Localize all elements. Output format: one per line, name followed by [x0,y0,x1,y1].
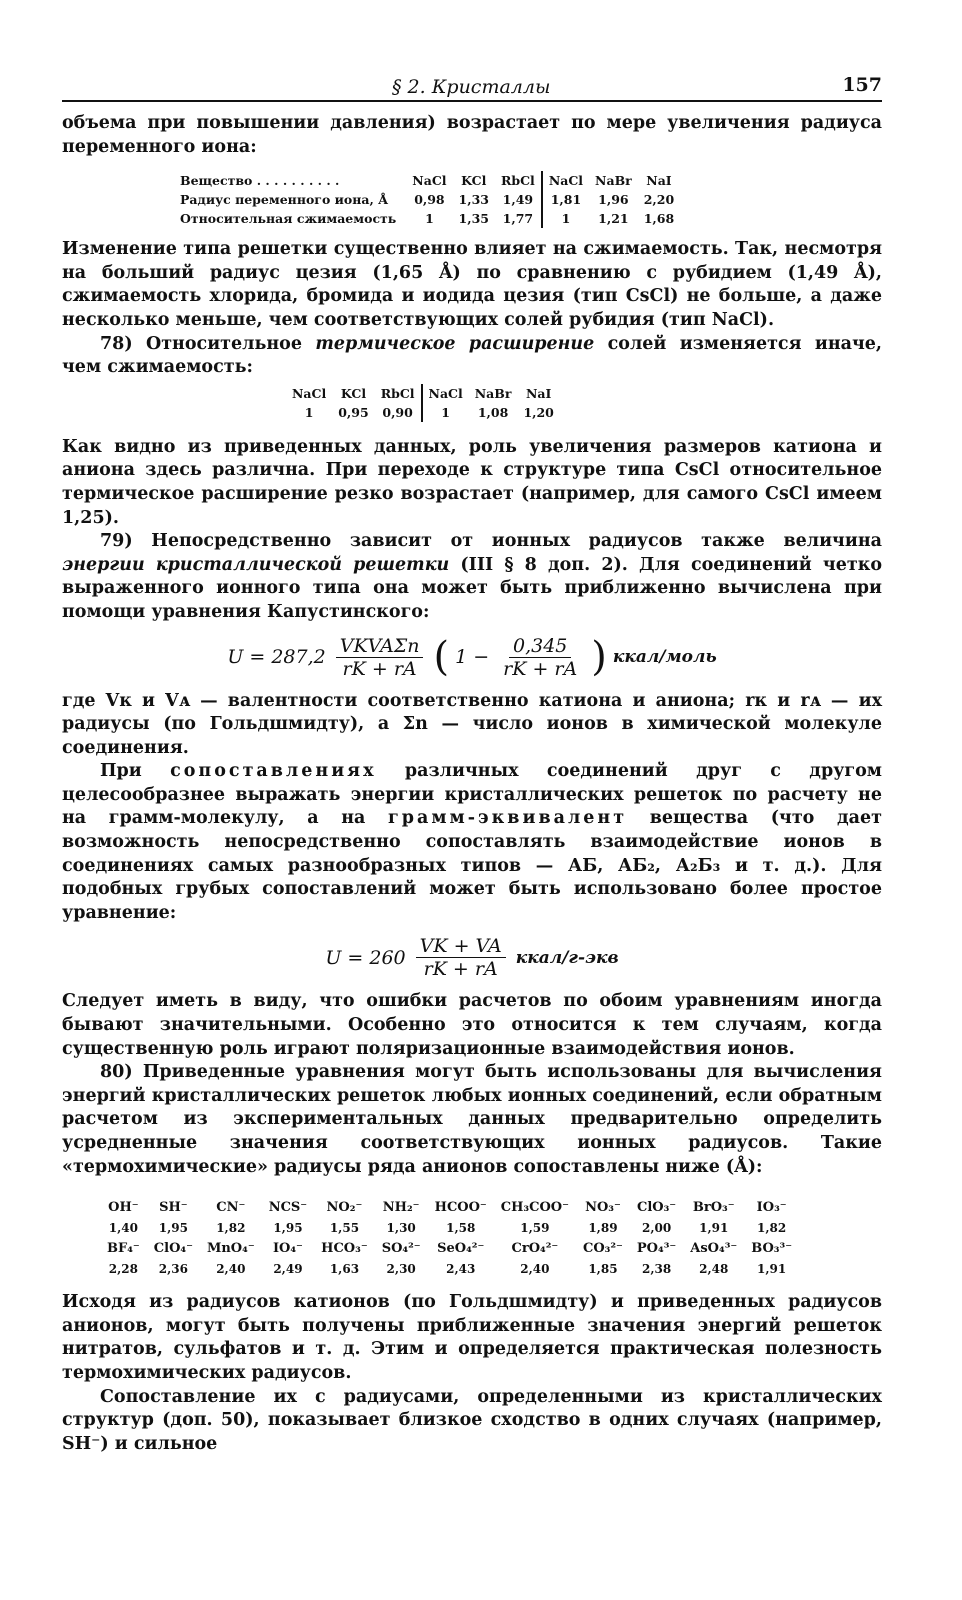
cell: NaBr [595,173,632,189]
paragraph-10: Исходя из радиусов катионов (по Гольдшмидту) и приведенных радиусов анионов, могут быть получены приближенные значения энергий решеток нитратов, сульфатов и т. д. Этим и определяется практическая полезность термохимических радиусов. [62,1292,882,1383]
ion: ClO₄⁻ [153,1241,193,1257]
radius: 2,30 [386,1262,416,1277]
row-label: Радиус переменного иона, Å [180,192,388,208]
radius: 1,82 [216,1221,246,1236]
ion: CO₃²⁻ [582,1241,623,1257]
cell: 1,68 [643,211,675,227]
ion: AsO₄³⁻ [690,1241,738,1257]
fraction [499,635,581,680]
ion: BrO₃⁻ [692,1200,735,1216]
fraction [416,935,506,980]
cell: 1,35 [458,211,489,227]
cell: KCl [340,385,367,401]
radius: 1,82 [757,1221,787,1236]
spaced-term: сопоставлениях [170,761,377,782]
cell: 2,20 [643,192,675,208]
radius: 1,85 [588,1262,618,1277]
radius: 2,40 [216,1262,246,1277]
page [62,70,882,1456]
left-paren: ( [433,634,450,680]
page-number: 157 [842,74,882,96]
cell: 0,98 [414,192,445,208]
paragraph-1: объема при повышении давления) возрастает по мере увеличения радиуса переменного иона: [62,113,882,157]
radius: 2,48 [699,1262,729,1277]
cell: 1,49 [502,192,534,208]
paragraph-8: Следует иметь в виду, что ошибки расчетов по обоим уравнениям иногда бывают значительными. Особенно это относится к тем случаям, когда существенную роль играют поляризационные взаимодействия ионов. [62,991,882,1059]
ion-row [100,1238,799,1259]
cell: 0,95 [338,404,369,420]
radius-row [100,1218,799,1238]
table-row [286,384,560,403]
radius: 2,00 [641,1221,672,1236]
ion: CN⁻ [216,1200,246,1216]
term-lattice-energy: энергии кристаллической решетки [62,554,450,575]
term-thermal-expansion: термическое расширение [315,333,595,354]
radius: 1,63 [329,1262,360,1277]
paragraph-6: где Vк и Vᴀ — валентности соответственно катиона и аниона; rк и rᴀ — их радиусы (по Гольдшмидту), а Σn — число ионов в химической молекуле соединения. [62,690,882,758]
item-number: 79) [100,531,133,552]
simple-equation [62,935,882,980]
cell: 1,96 [598,192,629,208]
radius: 1,30 [386,1221,416,1236]
radius: 1,95 [158,1221,188,1236]
radius: 2,28 [108,1262,138,1277]
cell: 1,77 [502,211,534,227]
text-run: различных соединений друг с другом целесообразнее выражать энергии кристаллических решеток по расчету не на грамм-молекулу, а на [62,761,882,829]
cell: 1 [422,403,469,422]
table-row [180,190,680,209]
table-row [286,403,560,422]
right-paren: ) [591,634,607,680]
numerator: VK + VA [416,935,506,958]
ion: PO₄³⁻ [636,1241,677,1257]
cell: 1,08 [477,404,509,420]
spaced-term: грамм-эквивалент [388,808,628,829]
radius: 1,95 [273,1221,303,1236]
formula-unit: ккал/моль [612,647,717,667]
paragraph-79 [62,530,882,624]
cell: 1 [542,209,589,228]
paragraph-2: Изменение типа решетки существенно влияет на сжимаемость. Так, несмотря на больший радиус цезия (1,65 Å) по сравнению с рубидием (1,49 Å), сжимаемость хлорида, бромида и иодида цезия (тип CsCl) не больше, а даже несколько меньше, чем соответствующих солей рубидия (тип NaCl). [62,239,882,330]
paragraph-4: Как видно из приведенных данных, роль увеличения размеров катиона и аниона здесь различна. При переходе к структуре типа CsCl относительное термическое расширение резко возрастает (например, для самого CsCl имеем 1,25). [62,436,882,528]
radius: 1,55 [329,1221,360,1236]
thermal-expansion-table [286,384,560,422]
cell: NaCl [412,173,447,189]
ion: SeO₄²⁻ [437,1241,485,1257]
ion: HCO₃⁻ [321,1241,368,1257]
denominator: rK + rA [503,657,578,680]
cell: 1 [304,404,314,420]
ion: MnO₄⁻ [206,1241,255,1257]
cell: 1,81 [542,190,589,209]
ion: ClO₃⁻ [637,1200,677,1216]
ion: NO₃⁻ [585,1200,621,1216]
item-number: 78) [100,333,133,354]
ion: NO₂⁻ [326,1200,363,1216]
formula-term: 1 − [455,646,490,668]
running-header [62,70,882,102]
formula-lhs: U = 287,2 [227,646,326,668]
cell: RbCl [380,385,415,401]
table-row [180,171,680,190]
radius: 1,89 [588,1221,618,1236]
text-run: (III § 8 доп. 2). Для соединений четко выраженного ионного типа она может быть приближенно вычислена при помощи уравнения Капустинского: [62,554,882,622]
compressibility-table [180,171,680,228]
cell: NaI [525,385,552,401]
ion: NCS⁻ [268,1200,308,1216]
text-run: Относительное [145,333,302,354]
ion-radii-table [100,1197,882,1279]
radius: 2,38 [641,1262,672,1277]
cell: RbCl [500,173,535,189]
cell: NaCl [422,384,469,403]
cell: 1,21 [598,211,629,227]
ion: BF₄⁻ [107,1241,140,1257]
text-run: При [100,761,142,782]
ion: IO₄⁻ [272,1241,303,1257]
paragraph-11: Сопоставление их с радиусами, определенными из кристаллических структур (доп. 50), показывает близкое сходство в одних случаях (например, SH⁻) и сильное [62,1386,882,1454]
ion: NH₂⁻ [382,1200,420,1216]
radius: 2,36 [158,1262,188,1277]
row-label: Вещество . . . . . . . . . . [180,173,340,189]
cell: 0,90 [382,404,413,420]
denominator: rK + rA [342,657,417,680]
cell: NaCl [542,171,589,190]
radius: 1,91 [699,1221,729,1236]
numerator: VKVAΣn [336,635,424,658]
paragraph-80: 80) Приведенные уравнения могут быть использованы для вычисления энергий кристаллических решеток любых ионных соединений, если обратным расчетом из экспериментальных данных предварительно определить усредненные значения соответствующих ионных радиусов. Такие «термохимические» радиусы ряда анионов сопоставлены ниже (Å): [62,1062,882,1177]
radius: 2,49 [273,1262,303,1277]
cell: 1,20 [523,404,554,420]
ion: SO₄²⁻ [381,1241,421,1257]
radius: 2,40 [520,1262,550,1277]
cell: KCl [461,173,487,189]
radius: 1,58 [446,1221,476,1236]
formula-lhs: U = 260 [325,946,406,969]
text-run: вещества (что дает возможность непосредственно сопоставлять взаимодействие ионов в соединениях самых разнообразных типов — АБ, АБ₂, А₂Б₃ и т. д.). Для подобных грубых сопоставлений может быть использовано более простое уравнение: [62,808,882,923]
text-run: солей изменяется иначе, чем сжимаемость: [62,333,882,378]
ion: OH⁻ [108,1200,139,1216]
cell: 1,33 [458,192,489,208]
cell: 1 [425,211,434,227]
ion: HCOO⁻ [434,1200,487,1216]
paragraph-78 [62,333,882,380]
kapustinsky-equation [62,635,882,680]
ion: CrO₄²⁻ [511,1241,559,1257]
fraction [336,635,424,680]
radius-row [100,1259,799,1279]
ion: BO₃³⁻ [751,1241,793,1257]
ion-row [100,1197,799,1218]
ion: CH₃COO⁻ [500,1200,569,1216]
radius: 2,43 [446,1262,476,1277]
text-run: Непосредственно зависит от ионных радиусов также величина [151,531,882,552]
ion: SH⁻ [159,1200,188,1216]
radius: 1,59 [520,1221,550,1236]
cell: NaBr [474,385,512,401]
formula-unit: ккал/г-экв [515,947,619,968]
ion: IO₃⁻ [756,1200,787,1216]
table-row [180,209,680,228]
cell: NaI [646,173,672,189]
numerator: 0,345 [509,635,571,658]
row-label: Относительная сжимаемость [180,211,397,227]
paragraph-7 [62,760,882,925]
header-title: § 2. Кристаллы [392,76,551,98]
radius: 1,91 [757,1262,787,1277]
cell: NaCl [292,385,327,401]
radius: 1,40 [108,1221,138,1236]
denominator: rK + rA [423,958,498,981]
